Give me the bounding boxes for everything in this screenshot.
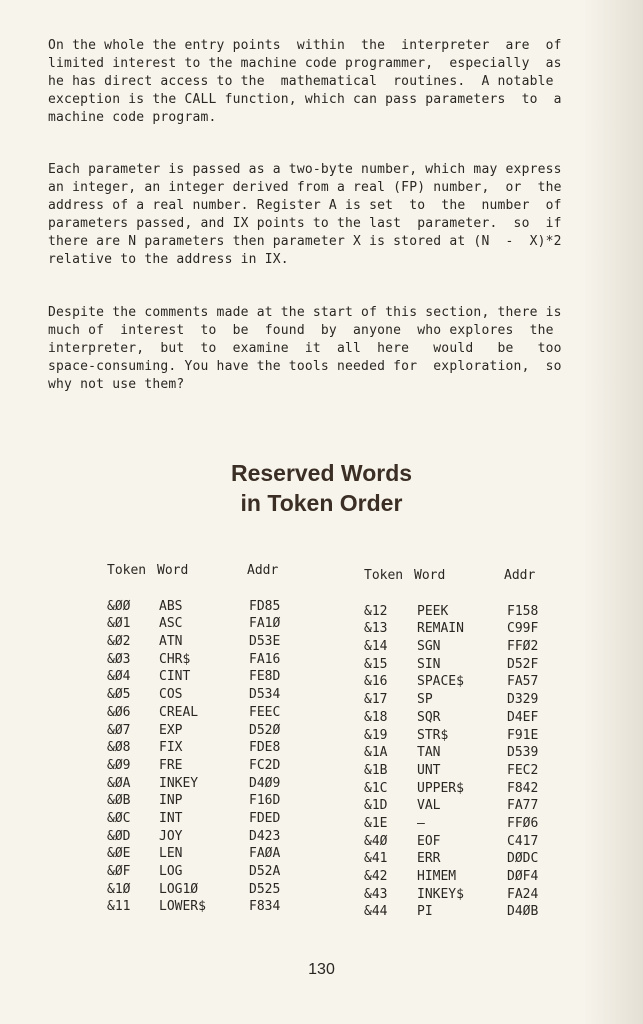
- addr-cell: F16D: [249, 793, 281, 809]
- addr-cell: C99F: [507, 621, 539, 637]
- token-cell: &ØØ: [107, 598, 131, 614]
- token-cell: &ØF: [107, 864, 131, 879]
- token-cell: &ØC: [107, 810, 131, 826]
- token-cell: &Ø6: [107, 704, 131, 720]
- addr-cell: FEEC: [249, 704, 281, 720]
- paragraph-entry-points: On the whole the entry points within the interpreter are of limited interest to the machine code programmer, especially as he has direct access to the mathematical routines. A notable exception is the CALL function, which can pass parameters to a machine code program.: [48, 38, 562, 125]
- token-cell: &43: [364, 886, 388, 902]
- word-cell: PI: [417, 904, 433, 920]
- word-cell: ASC: [159, 616, 183, 632]
- word-cell: SQR: [417, 709, 441, 725]
- token-cell: &Ø8: [107, 740, 131, 756]
- addr-cell: DØF4: [507, 869, 539, 884]
- addr-cell: F158: [507, 603, 539, 619]
- addr-cell: FAØA: [249, 846, 281, 862]
- token-cell: &17: [364, 692, 388, 708]
- word-cell: VAL: [417, 798, 441, 814]
- token-cell: &ØA: [107, 775, 131, 791]
- addr-cell: FFØ2: [507, 639, 539, 655]
- word-cell: UPPER$: [417, 780, 464, 796]
- token-cell: &14: [364, 639, 388, 655]
- addr-cell: FA16: [249, 651, 281, 667]
- addr-cell: D52Ø: [249, 722, 281, 738]
- token-cell: &Ø1: [107, 616, 131, 632]
- word-cell: ERR: [417, 851, 441, 867]
- token-cell: &Ø7: [107, 722, 131, 738]
- addr-cell: FC2D: [249, 757, 281, 773]
- token-cell: &12: [364, 603, 388, 619]
- word-cell: SPACE$: [417, 674, 464, 690]
- header-word: Word: [414, 568, 446, 583]
- word-cell: UNT: [417, 762, 441, 778]
- addr-cell: D53E: [249, 634, 281, 650]
- addr-cell: D534: [249, 687, 281, 703]
- header-token: Token: [364, 568, 404, 583]
- header-word: Word: [157, 563, 189, 578]
- word-cell: JOY: [159, 828, 183, 844]
- word-cell: INP: [159, 793, 183, 809]
- word-cell: EXP: [159, 722, 183, 738]
- heading-line-1: Reserved Words: [230, 460, 413, 486]
- addr-cell: F842: [507, 780, 539, 796]
- word-cell: LEN: [159, 846, 183, 862]
- addr-cell: FA77: [507, 798, 539, 814]
- word-cell: COS: [159, 687, 183, 703]
- addr-cell: DØDC: [507, 851, 539, 867]
- token-cell: &Ø5: [107, 687, 131, 703]
- addr-cell: FA57: [507, 674, 539, 690]
- token-cell: &1Ø: [107, 881, 131, 897]
- word-cell: ABS: [159, 598, 183, 614]
- token-cell: &1B: [364, 762, 388, 778]
- addr-cell: D4Ø9: [249, 775, 281, 791]
- section-heading: [0, 458, 643, 518]
- addr-cell: D539: [507, 745, 539, 761]
- addr-cell: D329: [507, 692, 539, 708]
- paragraph-parameters: Each parameter is passed as a two-byte number, which may express an integer, an integer derived from a real (FP) number, or the address of a real number. Register A is set to the number of parameters passed, and IX points to the last parameter. so if there are N parameters then parameter X is stored at (N - X)*2 relative to the address in IX.: [48, 162, 562, 267]
- token-cell: &4Ø: [364, 833, 388, 849]
- word-cell: SP: [417, 692, 433, 708]
- word-cell: TAN: [417, 745, 441, 761]
- word-cell: CHR$: [159, 651, 191, 667]
- word-cell: ATN: [159, 634, 183, 650]
- word-cell: CINT: [159, 669, 191, 685]
- addr-cell: FDED: [249, 810, 281, 826]
- addr-cell: D423: [249, 828, 281, 844]
- word-cell: LOG: [159, 864, 183, 879]
- token-cell: &41: [364, 851, 388, 867]
- word-cell: SGN: [417, 639, 441, 655]
- token-cell: &Ø9: [107, 757, 131, 773]
- token-cell: &13: [364, 621, 388, 637]
- token-cell: &Ø3: [107, 651, 131, 667]
- word-cell: CREAL: [159, 704, 199, 720]
- addr-cell: F91E: [507, 727, 539, 743]
- word-cell: INKEY: [159, 775, 199, 791]
- token-cell: &ØB: [107, 793, 131, 809]
- token-cell: &44: [364, 904, 388, 920]
- word-cell: HIMEM: [417, 869, 457, 884]
- addr-cell: C417: [507, 833, 539, 849]
- token-cell: &42: [364, 869, 388, 884]
- addr-cell: FDE8: [249, 740, 281, 756]
- addr-cell: D525: [249, 881, 281, 897]
- addr-cell: FE8D: [249, 669, 281, 685]
- paragraph-exploration: Despite the comments made at the start of this section, there is much of interest to be found by anyone who explores the interpreter, but to examine it all here would be too space-consuming. You have the tools needed for exploration, so why not use them?: [48, 305, 562, 392]
- word-cell: STR$: [417, 727, 449, 743]
- word-cell: INKEY$: [417, 886, 464, 902]
- word-cell: REMAIN: [417, 621, 464, 637]
- addr-cell: FFØ6: [507, 815, 539, 831]
- token-cell: &1C: [364, 780, 388, 796]
- word-cell: FIX: [159, 740, 183, 756]
- token-cell: &Ø4: [107, 669, 131, 685]
- word-cell: LOWER$: [159, 899, 206, 915]
- word-cell: PEEK: [417, 603, 449, 619]
- addr-cell: F834: [249, 899, 281, 915]
- addr-cell: FA1Ø: [249, 616, 281, 632]
- token-cell: &1D: [364, 798, 388, 814]
- word-cell: EOF: [417, 833, 441, 849]
- header-token: Token: [107, 563, 147, 578]
- word-cell: SIN: [417, 656, 441, 672]
- addr-cell: FD85: [249, 598, 281, 614]
- token-cell: &16: [364, 674, 388, 690]
- word-cell: LOG1Ø: [159, 881, 199, 897]
- token-cell: &18: [364, 709, 388, 725]
- token-cell: &15: [364, 656, 388, 672]
- token-cell: &ØD: [107, 828, 131, 844]
- token-cell: &ØE: [107, 846, 131, 862]
- addr-cell: D4EF: [507, 709, 539, 725]
- token-cell: &11: [107, 899, 131, 915]
- heading-line-2: in Token Order: [240, 490, 403, 516]
- token-cell: &1E: [364, 815, 388, 831]
- addr-cell: FA24: [507, 886, 539, 902]
- addr-cell: FEC2: [507, 762, 539, 778]
- token-cell: &1A: [364, 745, 388, 761]
- word-cell: INT: [159, 810, 183, 826]
- header-addr: Addr: [504, 568, 536, 583]
- addr-cell: D52F: [507, 656, 539, 672]
- token-cell: &19: [364, 727, 388, 743]
- word-cell: FRE: [159, 757, 183, 773]
- word-cell: –: [417, 815, 425, 831]
- token-cell: &Ø2: [107, 634, 131, 650]
- header-addr: Addr: [247, 563, 279, 578]
- addr-cell: D52A: [249, 864, 281, 879]
- addr-cell: D4ØB: [507, 904, 539, 920]
- page-number: 130: [308, 961, 335, 978]
